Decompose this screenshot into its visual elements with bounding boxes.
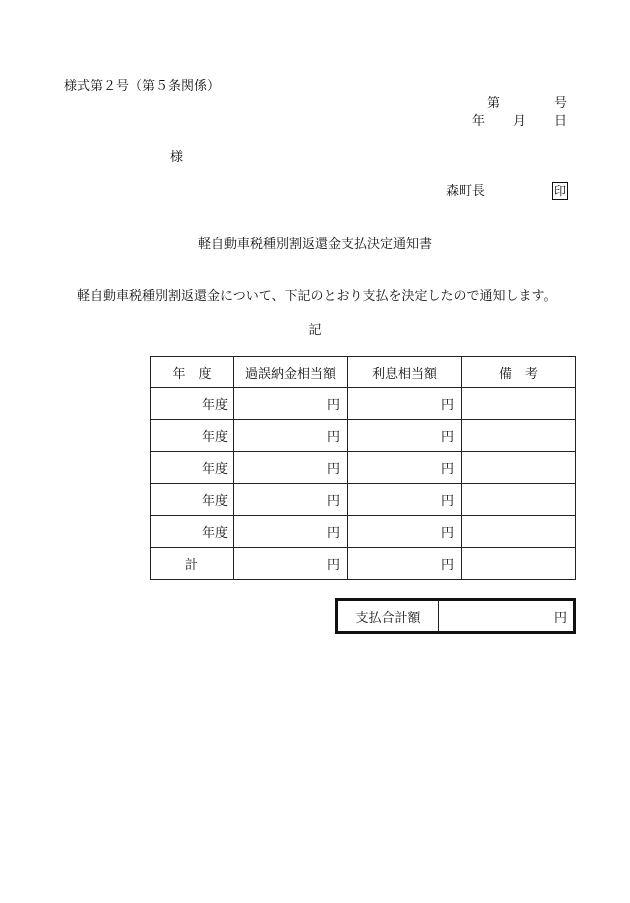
cell-remarks <box>462 484 576 516</box>
table-header-row <box>151 357 576 388</box>
header-remarks: 備 考 <box>462 357 576 388</box>
table-total-row <box>151 548 576 580</box>
addressee-suffix: 様 <box>170 150 184 165</box>
cell-interest: 円 <box>348 516 462 548</box>
document-number-line <box>487 96 567 112</box>
cell-interest: 円 <box>348 484 462 516</box>
issuer-name: 森町長 <box>446 184 486 199</box>
header-overpayment: 過誤納金相当額 <box>234 357 348 388</box>
payment-total-value: 円 <box>439 600 575 633</box>
table-row <box>151 484 576 516</box>
cell-total-label: 計 <box>151 548 234 580</box>
body-text: 軽自動車税種別割返還金について、下記のとおり支払を決定したので通知します。 <box>77 289 557 304</box>
cell-overpayment: 円 <box>234 452 348 484</box>
cell-overpayment: 円 <box>234 420 348 452</box>
date-year: 年 <box>472 114 486 129</box>
cell-total-remarks <box>462 548 576 580</box>
cell-interest: 円 <box>348 420 462 452</box>
payment-total-row <box>337 600 575 633</box>
cell-year: 年度 <box>151 452 234 484</box>
cell-remarks <box>462 452 576 484</box>
number-prefix: 第 <box>487 96 501 111</box>
cell-year: 年度 <box>151 516 234 548</box>
cell-interest: 円 <box>348 452 462 484</box>
cell-year: 年度 <box>151 388 234 420</box>
refund-table <box>150 356 576 580</box>
cell-remarks <box>462 420 576 452</box>
date-line <box>472 114 567 130</box>
ki-heading: 記 <box>308 323 322 338</box>
table-row <box>151 388 576 420</box>
cell-year: 年度 <box>151 420 234 452</box>
number-suffix: 号 <box>553 96 567 111</box>
cell-overpayment: 円 <box>234 516 348 548</box>
seal-mark: 印 <box>554 184 567 198</box>
cell-interest: 円 <box>348 388 462 420</box>
payment-total-label: 支払合計額 <box>337 600 439 633</box>
cell-overpayment: 円 <box>234 388 348 420</box>
header-fiscal-year: 年 度 <box>151 357 234 388</box>
cell-remarks <box>462 388 576 420</box>
date-month: 月 <box>512 114 526 129</box>
header-interest: 利息相当額 <box>348 357 462 388</box>
cell-total-overpayment: 円 <box>234 548 348 580</box>
document-title: 軽自動車税種別割返還金支払決定通知書 <box>197 237 432 252</box>
payment-total-box <box>335 598 576 634</box>
cell-total-interest: 円 <box>348 548 462 580</box>
table-row <box>151 420 576 452</box>
table-row <box>151 452 576 484</box>
form-number: 様式第２号（第５条関係） <box>64 79 221 94</box>
cell-remarks <box>462 516 576 548</box>
cell-year: 年度 <box>151 484 234 516</box>
cell-overpayment: 円 <box>234 484 348 516</box>
date-day: 日 <box>553 114 567 129</box>
table-row <box>151 516 576 548</box>
